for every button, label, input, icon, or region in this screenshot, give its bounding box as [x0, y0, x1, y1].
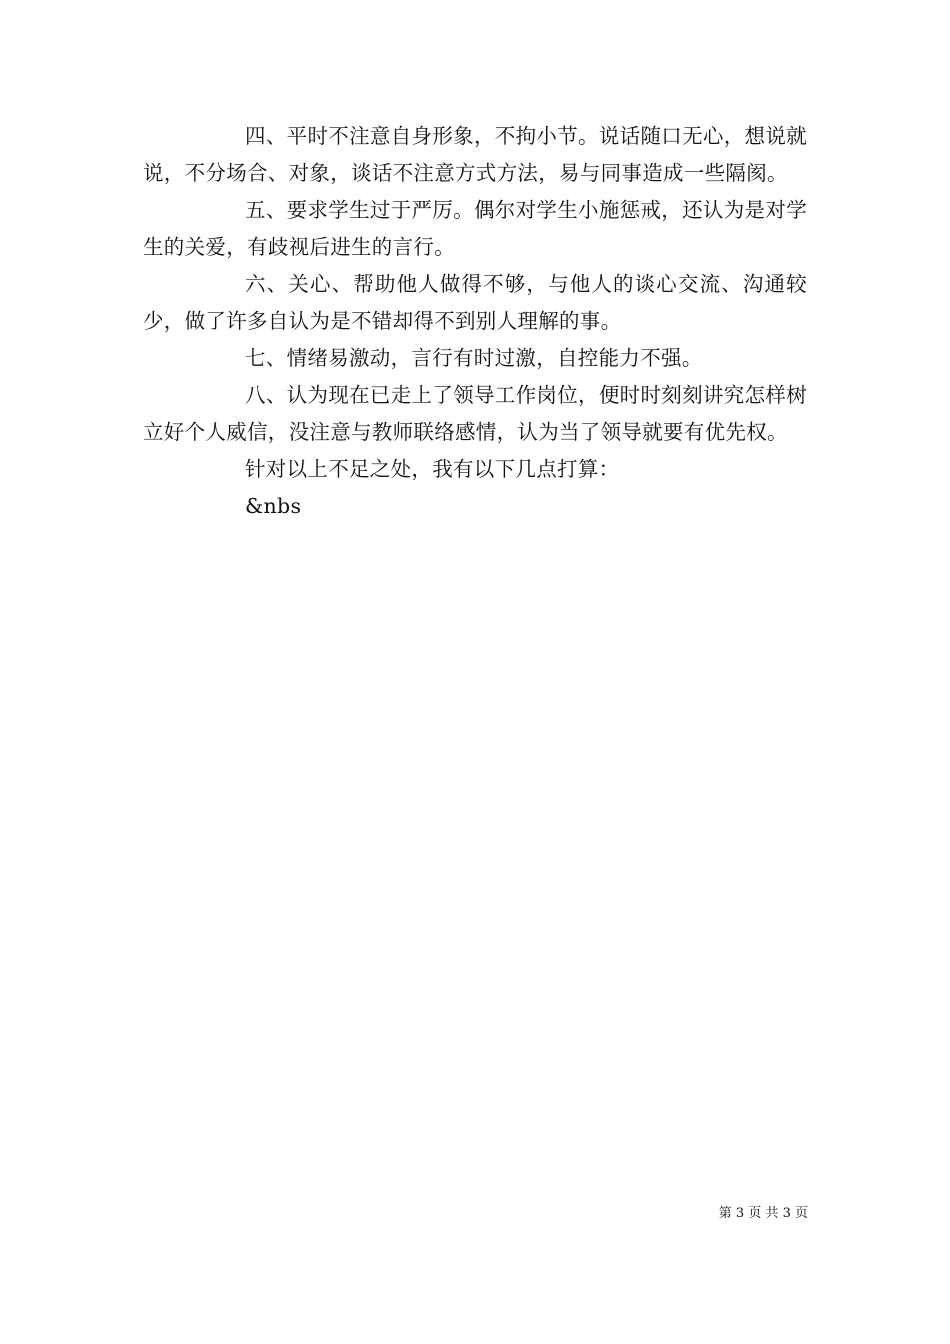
paragraph-8: 八、认为现在已走上了领导工作岗位，便时时刻刻讲究怎样树立好个人威信，没注意与教师联络感情，认为当了领导就要有优先权。: [143, 383, 807, 444]
document-body: [143, 118, 807, 525]
paragraph-5: 五、要求学生过于严厉。偶尔对学生小施惩戒，还认为是对学生的关爱，有歧视后进生的言行。: [143, 198, 807, 259]
paragraph-truncated: &nbs: [245, 494, 302, 518]
paragraph-6: 六、关心、帮助他人做得不够，与他人的谈心交流、沟通较少，做了许多自认为是不错却得不到别人理解的事。: [143, 272, 807, 333]
page-number-label: 第 3 页 共 3 页: [718, 1206, 808, 1221]
paragraph-7: 七、情绪易激动，言行有时过激，自控能力不强。: [245, 346, 703, 370]
page-number-footer: [700, 1205, 808, 1223]
paragraph-4: 四、平时不注意自身形象，不拘小节。说话随口无心，想说就说，不分场合、对象，谈话不注意方式方法，易与同事造成一些隔阂。: [143, 124, 807, 185]
paragraph-plan-intro: 针对以上不足之处，我有以下几点打算：: [245, 457, 620, 481]
